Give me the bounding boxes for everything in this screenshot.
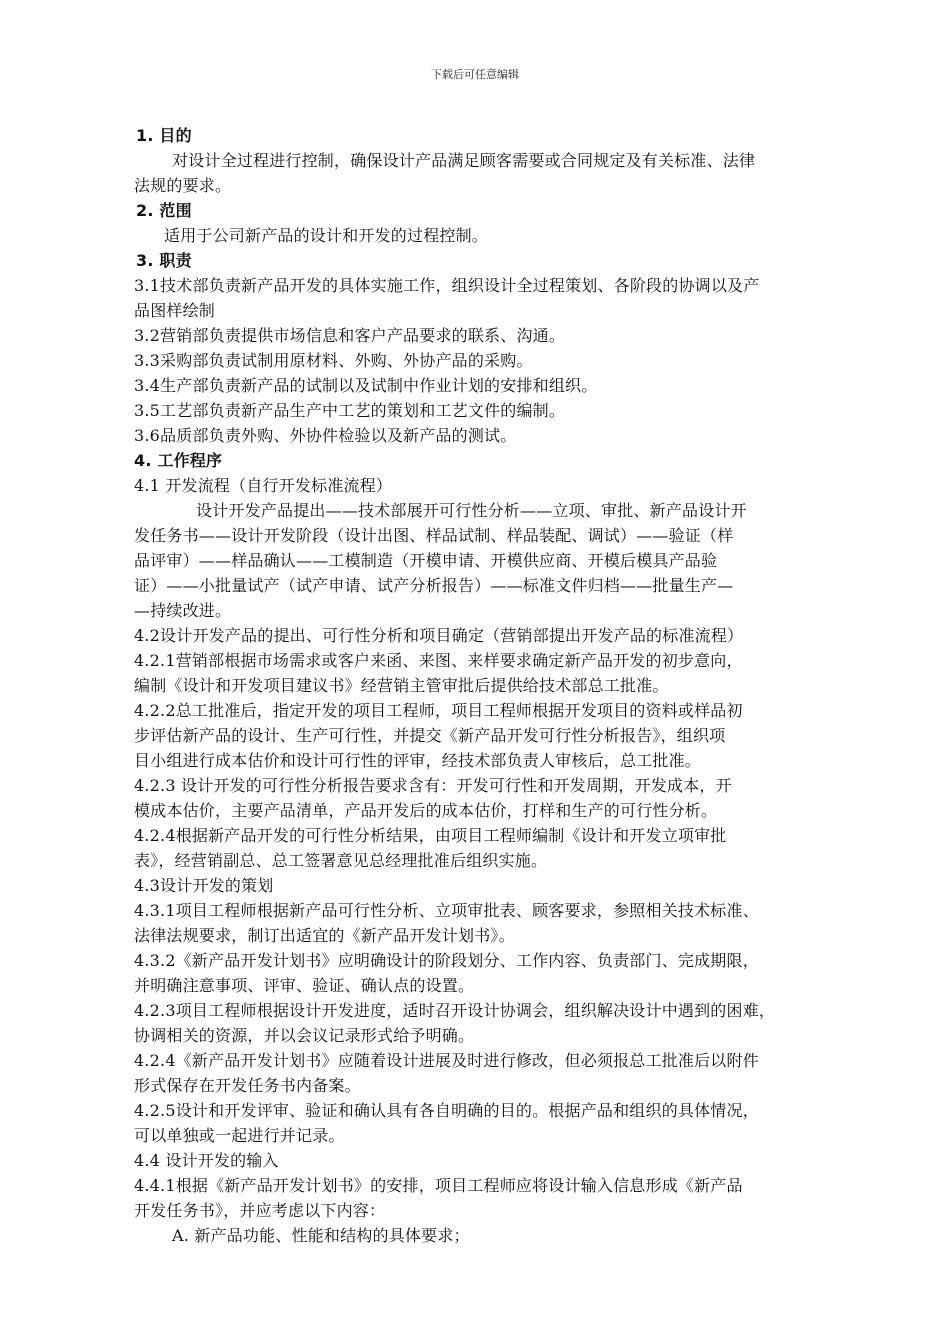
paragraph-line: 模成本估价，主要产品清单，产品开发后的成本估价，打样和生产的可行性分析。 (134, 801, 718, 820)
paragraph-line: 4.2.3 设计开发的可行性分析报告要求含有：开发可行性和开发周期，开发成本，开 (134, 776, 732, 795)
paragraph-line: 编制《设计和开发项目建议书》经营销主管审批后提供给技术部总工批准。 (134, 676, 669, 695)
paragraph-line: 3.5工艺部负责新产品生产中工艺的策划和工艺文件的编制。 (134, 401, 566, 420)
paragraph-line: 形式保存在开发任务书内备案。 (134, 1076, 361, 1095)
paragraph-line: 3.4生产部负责新产品的试制以及试制中作业计划的安排和组织。 (134, 376, 598, 395)
paragraph-line: 4.4.1根据《新产品开发计划书》的安排，项目工程师应将设计输入信息形成《新产品 (134, 1176, 743, 1195)
paragraph-line: —持续改进。 (134, 601, 232, 620)
paragraph-line: 品评审）——样品确认——工模制造（开模申请、开模供应商、开模后模具产品验 (134, 551, 718, 570)
paragraph-line: 可以单独或一起进行并记录。 (134, 1126, 345, 1145)
paragraph-line: 对设计全过程进行控制，确保设计产品满足顾客需要或合同规定及有关标准、法律 (172, 151, 756, 170)
paragraph-line: 4.3.2《新产品开发计划书》应明确设计的阶段划分、工作内容、负责部门、完成期限， (134, 951, 759, 970)
paragraph-line: 步评估新产品的设计、生产可行性，并提交《新产品开发可行性分析报告》，组织项 (134, 726, 726, 745)
paragraph-line: 目小组进行成本估价和设计可行性的评审，经技术部负责人审核后，总工批准。 (134, 751, 702, 770)
paragraph-line: 协调相关的资源，并以会议记录形式给予明确。 (134, 1026, 475, 1045)
paragraph-line: 4.4 设计开发的输入 (134, 1151, 279, 1170)
paragraph-line: 4.2.4根据新产品开发的可行性分析结果，由项目工程师编制《设计和开发立项审批 (134, 826, 727, 845)
paragraph-line: 4.2设计开发产品的提出、可行性分析和项目确定（营销部提出开发产品的标准流程） (134, 626, 744, 645)
section-heading-scope: 2. 范围 (136, 201, 192, 220)
paragraph-line: 3.1技术部负责新产品开发的具体实施工作，组织设计全过程策划、各阶段的协调以及产 (134, 276, 760, 295)
section-heading-duties: 3. 职责 (136, 251, 192, 270)
paragraph-line: 证）——小批量试产（试产申请、试产分析报告）——标准文件归档——批量生产— (134, 576, 734, 595)
paragraph-line: 4.2.1营销部根据市场需求或客户来函、来图、来样要求确定新产品开发的初步意向， (134, 651, 743, 670)
paragraph-line: 发任务书——设计开发阶段（设计出图、样品试制、样品装配、调试）——验证（样 (134, 526, 734, 545)
section-heading-procedure: 4. 工作程序 (134, 451, 223, 470)
paragraph-line: 3.3采购部负责试制用原材料、外购、外协产品的采购。 (134, 351, 533, 370)
paragraph-line: 4.3设计开发的策划 (134, 876, 274, 895)
paragraph-line: 并明确注意事项、评审、验证、确认点的设置。 (134, 976, 475, 995)
paragraph-line: 3.2营销部负责提供市场信息和客户产品要求的联系、沟通。 (134, 326, 566, 345)
paragraph-line: 4.2.4《新产品开发计划书》应随着设计进展及时进行修改，但必须报总工批准后以附件 (134, 1051, 759, 1070)
paragraph-line: 4.2.2总工批准后，指定开发的项目工程师，项目工程师根据开发项目的资料或样品初 (134, 701, 743, 720)
paragraph-line: 4.2.3项目工程师根据设计开发进度，适时召开设计协调会，组织解决设计中遇到的困难， (134, 1001, 776, 1020)
paragraph-line: 适用于公司新产品的设计和开发的过程控制。 (164, 226, 489, 245)
paragraph-line: 表》，经营销副总、总工签署意见总经理批准后组织实施。 (134, 851, 548, 870)
paragraph-line: 开发任务书》，并应考虑以下内容： (134, 1201, 386, 1220)
paragraph-line: 法律法规要求，制订出适宜的《新产品开发计划书》。 (134, 926, 515, 945)
paragraph-line: 3.6品质部负责外购、外协件检验以及新产品的测试。 (134, 426, 517, 445)
paragraph-line: 法规的要求。 (134, 176, 232, 195)
header-note: 下载后可任意编辑 (431, 68, 519, 81)
paragraph-line: 4.1 开发流程（自行开发标准流程） (134, 476, 393, 495)
section-heading-purpose: 1. 目的 (136, 126, 192, 145)
paragraph-line: 品图样绘制 (134, 301, 216, 320)
paragraph-line: 4.3.1项目工程师根据新产品可行性分析、立项审批表、顾客要求，参照相关技术标准、 (134, 901, 759, 920)
paragraph-line: 设计开发产品提出——技术部展开可行性分析——立项、审批、新产品设计开 (196, 501, 747, 520)
list-item: A. 新产品功能、性能和结构的具体要求； (172, 1226, 470, 1245)
paragraph-line: 4.2.5设计和开发评审、验证和确认具有各自明确的目的。根据产品和组织的具体情况， (134, 1101, 759, 1120)
